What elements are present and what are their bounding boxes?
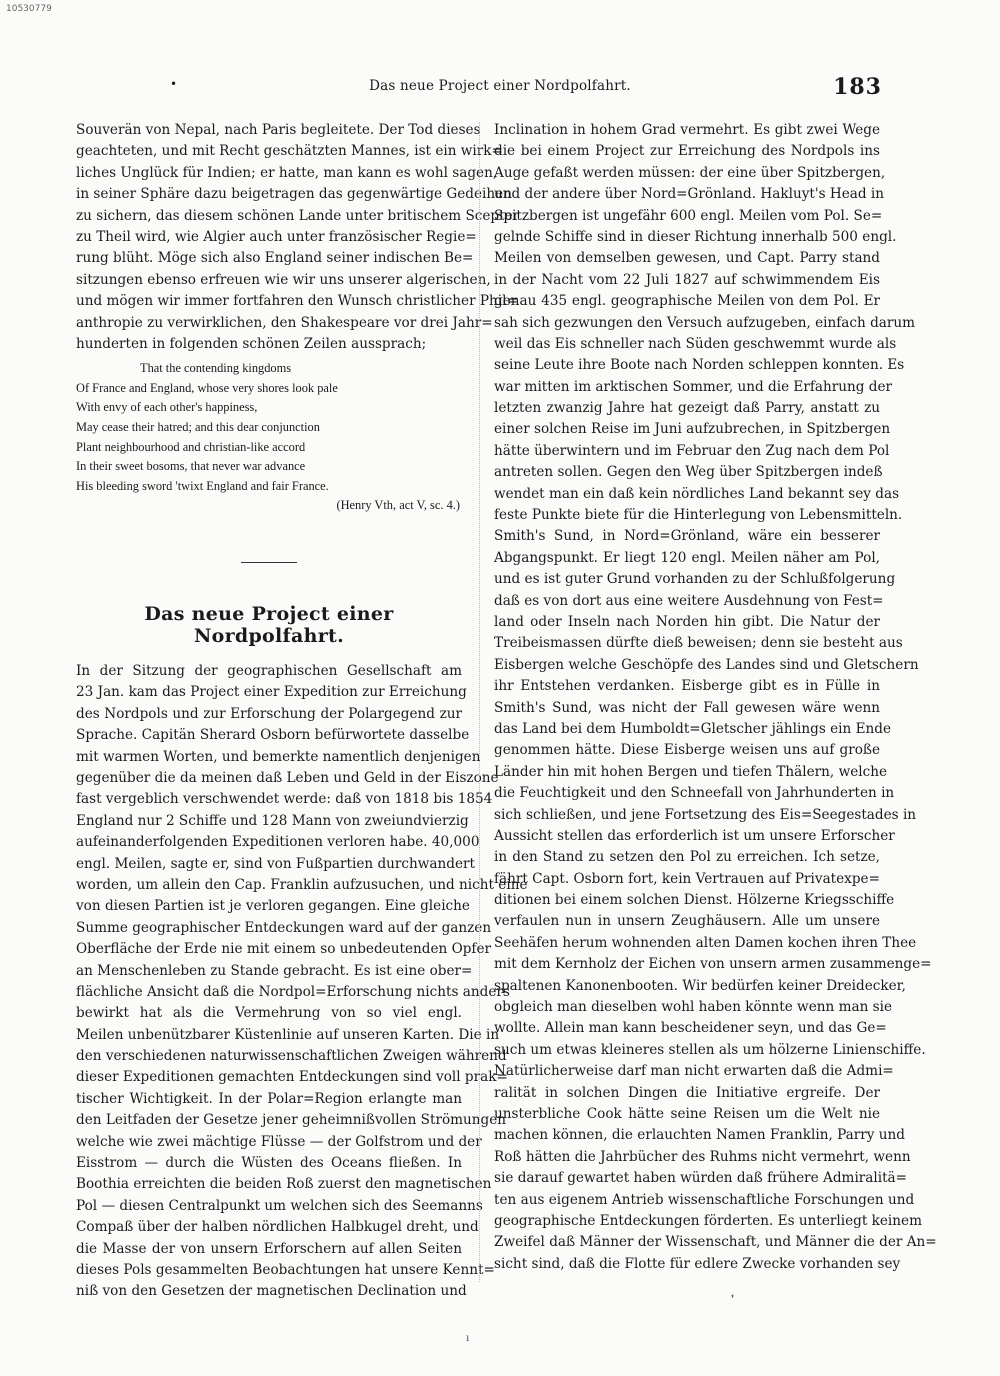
text-line: dieses Pols gesammelten Beobachtungen hat unsere Kennt= bbox=[76, 1261, 495, 1278]
text-line: Smith's Sund, in Nord=Grönland, wäre ein besserer bbox=[494, 528, 880, 545]
text-line: 23 Jan. kam das Project einer Expedition zur Erreichung bbox=[76, 684, 467, 701]
text-line: Eisstrom — durch die Wüsten des Oceans fließen. In bbox=[76, 1155, 462, 1172]
text-line: Inclination in hohem Grad vermehrt. Es gibt zwei Wege bbox=[494, 122, 880, 138]
text-line: Meilen unbenützbarer Küstenlinie auf unseren Karten. Die in bbox=[76, 1026, 500, 1043]
text-line: spaltenen Kanonenbooten. Wir bedürfen keiner Dreidecker, bbox=[494, 977, 906, 994]
text-line: Abgangspunkt. Er liegt 120 engl. Meilen näher am Pol, bbox=[494, 549, 880, 566]
text-line: war mitten im arktischen Sommer, und die Erfahrung der bbox=[494, 378, 893, 395]
text-line: Zweifel daß Männer der Wissenschaft, und Männer die der An= bbox=[494, 1234, 937, 1251]
text-line: obgleich man dieselben wohl haben könnte wenn man sie bbox=[494, 999, 893, 1016]
column-rule bbox=[479, 122, 480, 1282]
verse-line: May cease their hatred; and this dear conjunction bbox=[76, 420, 320, 435]
text-line: welche wie zwei mächtige Flüsse — der Golfstrom und der bbox=[76, 1133, 482, 1150]
text-line: England nur 2 Schiffe und 128 Mann von zweiundvierzig bbox=[76, 812, 469, 829]
text-line: genommen hätte. Diese Eisberge weisen uns auf große bbox=[494, 742, 880, 759]
page-number: 183 bbox=[833, 74, 882, 100]
text-line: sicht sind, daß die Flotte für edlere Zwecke vorhanden sey bbox=[494, 1255, 901, 1272]
left-column-text bbox=[76, 120, 520, 355]
shakespeare-verse bbox=[76, 359, 462, 496]
text-line: hätte überwintern und im Februar den Zug nach dem Pol bbox=[494, 442, 890, 459]
text-line: engl. Meilen, sagte er, sind von Fußpartien durchwandert bbox=[76, 855, 475, 872]
print-speck: ı bbox=[466, 1333, 470, 1344]
text-line: antreten sollen. Gegen den Weg über Spitzbergen indeß bbox=[494, 464, 883, 481]
text-line: hunderten in folgenden schönen Zeilen aussprach; bbox=[76, 335, 427, 352]
running-title: Das neue Project einer Nordpolfahrt. bbox=[369, 78, 631, 94]
text-line: daß es von dort aus eine weitere Ausdehnung von Fest= bbox=[494, 592, 884, 609]
text-line: In der Sitzung der geographischen Gesellschaft am bbox=[76, 663, 462, 680]
text-line: sitzungen ebenso erfreuen wie wir uns unserer algerischen, bbox=[76, 271, 491, 288]
text-line: Treibeismassen dürfte dieß beweisen; denn sie besteht aus bbox=[494, 635, 903, 652]
text-line: anthropie zu verwirklichen, den Shakespeare vor drei Jahr= bbox=[76, 314, 493, 331]
text-line: die bei einem Project zur Erreichung des Nordpols ins bbox=[494, 143, 880, 160]
text-line: genau 435 engl. geographische Meilen von dem Pol. Er bbox=[494, 293, 880, 310]
text-line: in der Nacht vom 22 Juli 1827 auf schwimmendem Eis bbox=[494, 271, 880, 288]
text-line: die Masse der von unsern Erforschern auf allen Seiten bbox=[76, 1240, 462, 1257]
text-line: fährt Capt. Osborn fort, kein Vertrauen auf Privatexpe= bbox=[494, 870, 880, 887]
text-line: sich schließen, und jene Fortsetzung des Eis=Seegestades in bbox=[494, 806, 917, 823]
verse-citation: (Henry Vth, act V, sc. 4.) bbox=[336, 498, 460, 513]
text-line: Smith's Sund, was nicht der Fall gewesen wäre wenn bbox=[494, 699, 880, 716]
text-line: fast vergeblich verschwendet werde: daß von 1818 bis 1854 bbox=[76, 791, 493, 808]
text-line: Meilen von demselben gewesen, und Capt. Parry stand bbox=[494, 250, 880, 267]
left-column bbox=[76, 120, 528, 1303]
text-line: wendet man ein daß kein nördliches Land bekannt sey das bbox=[494, 485, 900, 502]
text-line: Seehäfen herum wohnenden alten Damen kochen ihren Thee bbox=[494, 934, 917, 951]
text-line: sie darauf gewartet haben würden daß frühere Admiralitä= bbox=[494, 1170, 908, 1187]
text-line: Compaß über der halben nördlichen Halbkugel dreht, und bbox=[76, 1219, 479, 1236]
text-line: Natürlicherweise darf man nicht erwarten daß die Admi= bbox=[494, 1063, 894, 1080]
text-line: gelnde Schiffe sind in dieser Richtung innerhalb 500 engl. bbox=[494, 228, 897, 245]
text-line: und es ist guter Grund vorhanden zu der Schlußfolgerung bbox=[494, 571, 896, 588]
text-line: aufeinanderfolgenden Expeditionen verloren habe. 40,000 bbox=[76, 834, 480, 851]
scan-id: 10530779 bbox=[6, 4, 52, 14]
text-line: die Feuchtigkeit und den Schneefall von Jahrhunderten in bbox=[494, 785, 895, 802]
text-line: verfaulen nun in unsern Zeughäusern. Alle um unsere bbox=[494, 913, 880, 930]
text-line: machen können, die erlauchten Namen Franklin, Parry und bbox=[494, 1127, 905, 1144]
text-line: Pol — diesen Centralpunkt um welchen sich des Seemanns bbox=[76, 1197, 483, 1214]
verse-line: Of France and England, whose very shores look pale bbox=[76, 380, 338, 395]
text-line: in seiner Sphäre dazu beigetragen das gegenwärtige Gedeihen bbox=[76, 186, 512, 203]
text-line: letzten zwanzig Jahre hat gezeigt daß Parry, anstatt zu bbox=[494, 400, 880, 417]
text-line: Sprache. Capitän Sherard Osborn befürwortete dasselbe bbox=[76, 727, 470, 744]
section-divider bbox=[241, 562, 297, 563]
text-line: ten aus eigenem Antrieb wissenschaftliche Forschungen und bbox=[494, 1191, 915, 1208]
right-column-text bbox=[494, 120, 937, 1275]
section-title: Das neue Project einer Nordpolfahrt. bbox=[144, 603, 394, 648]
text-line: und der andere über Nord=Grönland. Hakluyt's Head in bbox=[494, 186, 885, 203]
text-line: unsterbliche Cook hätte seine Reisen um die Welt nie bbox=[494, 1105, 880, 1122]
text-line: mit dem Kernholz der Eichen von unsern armen zusammenge= bbox=[494, 956, 932, 973]
text-line: einer solchen Reise im Juni aufzubrechen, in Spitzbergen bbox=[494, 421, 891, 438]
print-speck: ❜ bbox=[731, 1294, 735, 1305]
text-line: an Menschenleben zu Stande gebracht. Es ist eine ober= bbox=[76, 962, 473, 979]
text-line: das Land bei dem Humboldt=Gletscher jählings ein Ende bbox=[494, 720, 892, 737]
text-line: weil das Eis schneller nach Süden geschwemmt wurde als bbox=[494, 335, 897, 352]
text-line: tischer Wichtigkeit. In der Polar=Region erlangte man bbox=[76, 1090, 462, 1107]
text-line: den verschiedenen naturwissenschaftlichen Zweigen während bbox=[76, 1048, 507, 1065]
article-text bbox=[76, 661, 528, 1303]
text-line: bewirkt hat als die Vermehrung von so viel engl. bbox=[76, 1005, 462, 1022]
text-line: Summe geographischer Entdeckungen ward auf der ganzen bbox=[76, 919, 492, 936]
text-line: Souverän von Nepal, nach Paris begleitete. Der Tod dieses bbox=[76, 122, 481, 138]
text-line: den Leitfaden der Gesetze jener geheimnißvollen Strömungen bbox=[76, 1112, 507, 1129]
text-line: such um etwas kleineres stellen als um hölzerne Linienschiffe. bbox=[494, 1041, 926, 1058]
text-line: ihr Entstehen verdanken. Eisberge gibt es in Fülle in bbox=[494, 678, 880, 695]
text-line: gegenüber die da meinen daß Leben und Geld in der Eiszone bbox=[76, 770, 499, 786]
text-line: Aussicht stellen das erforderlich ist um unsere Erforscher bbox=[494, 827, 895, 844]
text-line: geachteten, und mit Recht geschätzten Mannes, ist ein wirk= bbox=[76, 143, 503, 160]
text-line: und mögen wir immer fortfahren den Wunsch christlicher Phil= bbox=[76, 293, 518, 310]
text-line: geographische Entdeckungen förderten. Es unterliegt keinem bbox=[494, 1212, 922, 1229]
text-line: liches Unglück für Indien; er hatte, man kann es wohl sagen, bbox=[76, 164, 498, 181]
text-line: mit warmen Worten, und bemerkte namentlich denjenigen bbox=[76, 748, 481, 765]
text-line: niß von den Gesetzen der magnetischen Declination und bbox=[76, 1283, 467, 1300]
text-line: worden, um allein den Cap. Franklin aufzusuchen, und nicht eine bbox=[76, 876, 528, 893]
text-line: rung blüht. Möge sich also England seiner indischen Be= bbox=[76, 250, 474, 267]
text-line: flächliche Ansicht daß die Nordpol=Erforschung nichts anders bbox=[76, 983, 510, 1000]
text-line: in den Stand zu setzen den Pol zu erreichen. Ich setze, bbox=[494, 849, 880, 866]
text-line: dieser Expeditionen gemachten Entdeckungen sind voll prak= bbox=[76, 1069, 508, 1086]
text-line: Roß hätten die Jahrbücher des Ruhms nicht vermehrt, wenn bbox=[494, 1148, 911, 1165]
text-line: wollte. Allein man kann bescheidener seyn, und das Ge= bbox=[494, 1020, 887, 1037]
text-line: Eisbergen welche Geschöpfe des Landes sind und Gletschern bbox=[494, 656, 919, 673]
verse-line: With envy of each other's happiness, bbox=[76, 400, 258, 415]
text-line: ditionen bei einem solchen Dienst. Hölzerne Kriegsschiffe bbox=[494, 892, 895, 909]
text-line: ralität in solchen Dingen die Initiative ergreife. Der bbox=[494, 1084, 880, 1101]
text-line: von diesen Partien ist je verloren gegangen. Eine gleiche bbox=[76, 898, 470, 915]
text-line: zu Theil wird, wie Algier auch unter französischer Regie= bbox=[76, 228, 477, 245]
text-line: Länder hin mit hohen Bergen und tiefen Thälern, welche bbox=[494, 763, 888, 780]
text-line: Auge gefaßt werden müssen: der eine über Spitzbergen, bbox=[494, 164, 886, 181]
text-line: zu sichern, das diesem schönen Lande unter britischem Scepter bbox=[76, 207, 520, 224]
text-line: feste Punkte biete für die Hinterlegung von Lebensmitteln. bbox=[494, 507, 903, 524]
right-column bbox=[494, 120, 937, 1275]
verse-line: That the contending kingdoms bbox=[140, 361, 292, 376]
verse-line: Plant neighbourhood and christian-like accord bbox=[76, 439, 306, 454]
verse-line: His bleeding sword 'twixt England and fair France. bbox=[76, 478, 329, 493]
header-dot-mark: • bbox=[170, 77, 178, 91]
text-line: Boothia erreichten die beiden Roß zuerst den magnetischen bbox=[76, 1176, 492, 1193]
text-line: sah sich gezwungen den Versuch aufzugeben, einfach darum bbox=[494, 314, 916, 331]
text-line: seine Leute ihre Boote nach Norden schleppen konnten. Es bbox=[494, 357, 905, 374]
verse-line: In their sweet bosoms, that never war advance bbox=[76, 459, 306, 474]
text-line: Oberfläche der Erde nie mit einem so unbedeutenden Opfer bbox=[76, 941, 491, 958]
text-line: land oder Inseln nach Norden hin gibt. Die Natur der bbox=[494, 613, 880, 630]
text-line: des Nordpols und zur Erforschung der Polargegend zur bbox=[76, 705, 462, 722]
text-line: Spitzbergen ist ungefähr 600 engl. Meilen vom Pol. Se= bbox=[494, 207, 883, 224]
